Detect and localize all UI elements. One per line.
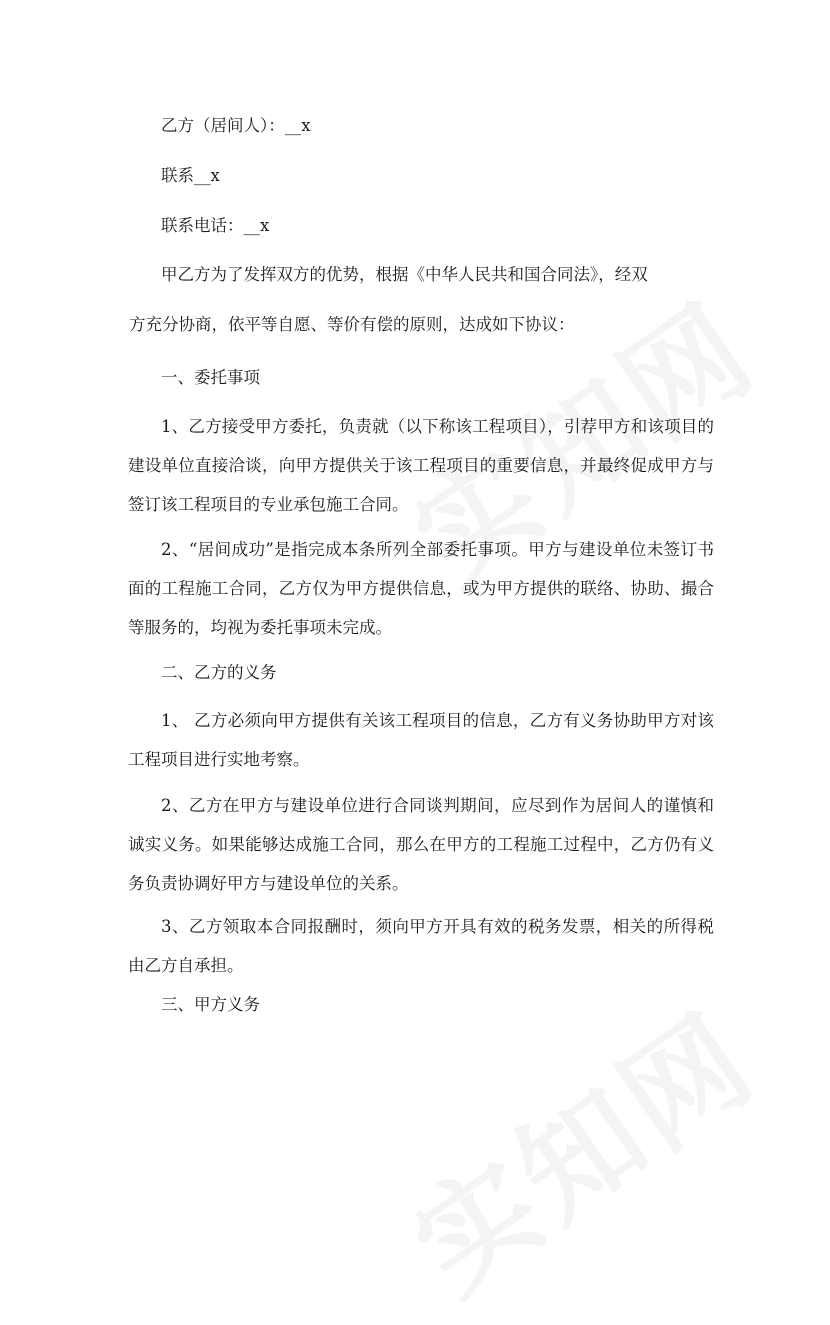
section-2-item-2: 2、乙方在甲方与建设单位进行合同谈判期间，应尽到作为居间人的谨慎和诚实义务。如果能够达成施工合同，那么在甲方的工程施工过程中，乙方仍有义务负责协调好甲方与建设单位的关系。 [128, 796, 714, 893]
section-1-title: 一、委托事项 [161, 368, 260, 387]
section-3-title: 三、甲方义务 [161, 995, 260, 1014]
section-2-item-1: 1、 乙方必须向甲方提供有关该工程项目的信息，乙方有义务协助甲方对该工程项目进行实地考察。 [128, 711, 714, 769]
phone-line: 联系电话：__x [161, 216, 270, 235]
section-1-item-1: 1、乙方接受甲方委托，负责就（以下称该工程项目），引荐甲方和该项目的建设单位直接洽谈，向甲方提供关于该工程项目的重要信息，并最终促成甲方与 签订该工程项目的专业承包施工合同。 [128, 417, 714, 514]
section-2-item-3: 3、乙方领取本合同报酬时，须向甲方开具有效的税务发票，相关的所得税由乙方自承担。 [128, 917, 714, 975]
contact-line: 联系__x [161, 166, 220, 185]
section-1-item-2: 2、“居间成功”是指完成本条所列全部委托事项。甲方与建设单位未签订书面的工程施工合同，乙方仅为甲方提供信息，或为甲方提供的联络、协助、撮合等服务的，均视为委托事项未完成。 [128, 540, 714, 637]
intro-line-1: 甲乙方为了发挥双方的优势，根据《中华人民共和国合同法》，经双 [161, 265, 648, 284]
intro-line-2: 方充分协商，依平等自愿、等价有偿的原则，达成如下协议： [129, 315, 575, 334]
section-2-title: 二、乙方的义务 [161, 663, 277, 682]
party-b-line: 乙方（居间人）：__x [161, 116, 311, 135]
watermark [375, 967, 783, 1325]
